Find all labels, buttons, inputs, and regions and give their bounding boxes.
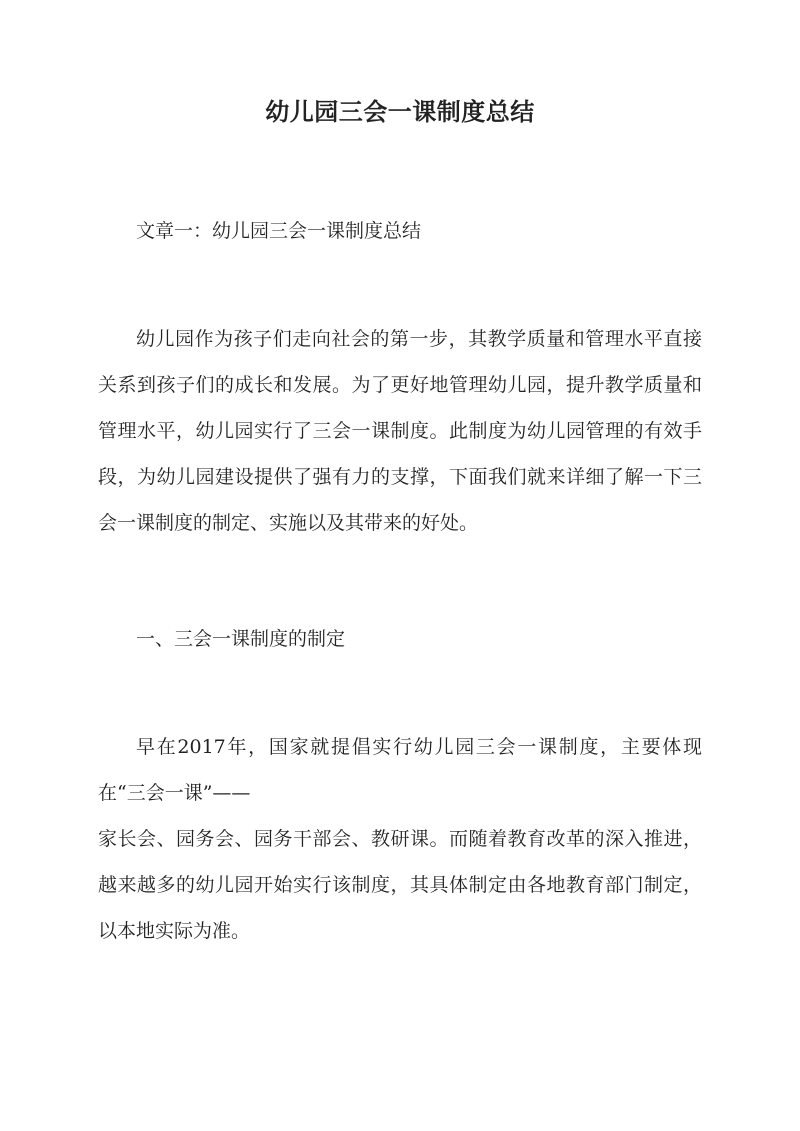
section-1-paragraph-a: 早在2017年，国家就提倡实行幼儿园三会一课制度，主要体现在“三会一课”—— — [98, 736, 702, 804]
section-1-paragraph-b: 家长会、园务会、园务干部会、教研课。而随着教育改革的深入推进，越来越多的幼儿园开始实行该制度，其具体制定由各地教育部门制定，以本地实际为准。 — [98, 828, 702, 942]
document-title: 幼儿园三会一课制度总结 — [265, 97, 535, 126]
section-1-body — [98, 724, 702, 954]
section-1-heading: 一、三会一课制度的制定 — [136, 628, 346, 650]
article-heading: 文章一：幼儿园三会一课制度总结 — [136, 220, 422, 242]
intro-paragraph: 幼儿园作为孩子们走向社会的第一步，其教学质量和管理水平直接关系到孩子们的成长和发展。为了更好地管理幼儿园，提升教学质量和管理水平，幼儿园实行了三会一课制度。此制度为幼儿园管理的有效手段，为幼儿园建设提供了强有力的支撑，下面我们就来详细了解一下三会一课制度的制定、实施以及其带来的好处。 — [98, 328, 702, 534]
